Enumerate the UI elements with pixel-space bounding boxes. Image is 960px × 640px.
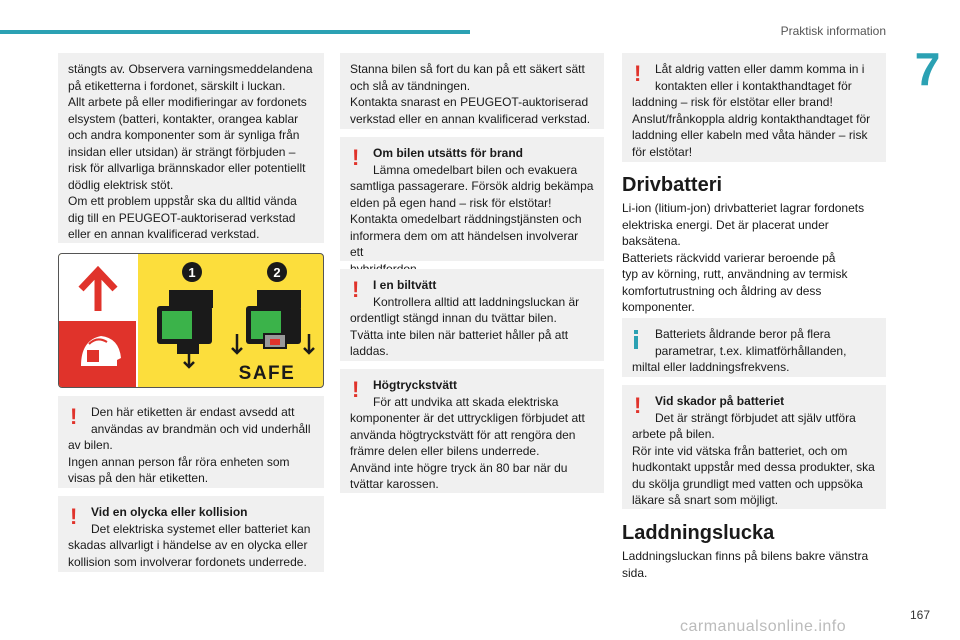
text-line: Lämna omedelbart bilen och evakuera xyxy=(373,162,578,177)
text-line: verkstad eller en annan kvalificerad verkstad. xyxy=(350,111,591,126)
safe-label-text: SAFE xyxy=(238,363,296,384)
text-line: Laddningsluckan finns på bilens bakre vänstra xyxy=(622,549,869,563)
text-line: Det elektriska systemet eller batteriet kan xyxy=(91,521,311,536)
intro-box xyxy=(58,53,324,243)
warning-icon: ! xyxy=(634,61,642,86)
text-line: Stanna bilen så fort du kan på ett säkert sätt xyxy=(350,62,585,76)
text-line: Batteriets åldrande beror på flera xyxy=(655,327,831,341)
warning-collision xyxy=(58,496,324,572)
warning-battery-damage xyxy=(622,385,886,509)
text-line: främre delen eller bilens underrede. xyxy=(350,444,540,458)
safety-label-graphic xyxy=(59,254,324,388)
info-battery-aging xyxy=(622,318,886,377)
text-line: risk för allvarliga brännskador eller potentiellt xyxy=(68,161,306,175)
text-line: elsystem (batteri, kontakter, orangea kablar xyxy=(68,111,299,126)
info-icon xyxy=(634,330,638,349)
text-line: kontakten eller i kontakthandtaget för xyxy=(655,78,852,93)
heading-laddningslucka: Laddningslucka xyxy=(622,522,775,544)
text-line: Kontakta omedelbart räddningstjänsten och xyxy=(350,212,582,226)
text-line: Använd inte högre tryck än 80 bar när du xyxy=(350,460,568,475)
connector-2-icon xyxy=(232,290,314,353)
section-title: Praktisk information xyxy=(780,24,886,38)
warning-icon: ! xyxy=(352,377,360,402)
text-line: skadas allvarligt i händelse av en olycka eller xyxy=(68,538,308,552)
text-line: komfortutrustning och åldring av dess xyxy=(622,283,822,298)
text-line: läkare så snart som möjligt. xyxy=(632,493,779,507)
text-line: laddning eller kabeln med våta händer – risk xyxy=(632,128,868,142)
text-line: kollision som involverar fordonets underrede. xyxy=(68,554,307,569)
laddningslucka-text xyxy=(622,548,892,581)
drivbatteri-text xyxy=(622,200,892,316)
watermark: carmanualsonline.info xyxy=(680,618,847,635)
text-line: Kontrollera alltid att laddningsluckan är xyxy=(373,294,580,309)
warning-water-dust xyxy=(622,53,886,162)
warning-icon: ! xyxy=(634,393,642,418)
text-line: Tvätta inte bilen när batteriet håller på att xyxy=(350,327,569,342)
warning-title: Om bilen utsätts för brand xyxy=(373,146,524,160)
firefighter-safety-label xyxy=(58,253,324,388)
text-line: Rör inte vid vätska från batteriet, och om xyxy=(632,443,848,458)
text-line: baksätena. xyxy=(622,234,681,248)
text-line: tvättar karossen. xyxy=(350,477,439,491)
text-line: parametrar, t.ex. klimatförhållanden, xyxy=(655,343,847,358)
warning-icon: ! xyxy=(352,145,360,170)
text-line: av bilen. xyxy=(68,438,113,452)
text-line: laddas. xyxy=(350,344,389,358)
text-line: elektriska energi. Det är placerat under xyxy=(622,217,829,232)
text-line: Om ett problem uppstår ska du alltid vända xyxy=(68,194,297,208)
text-line: på etiketterna i fordonet, särskilt i luckan. xyxy=(68,78,286,93)
text-line: komponenter är det uttryckligen förbjudet att xyxy=(350,411,585,425)
text-line: Li-ion (litium-jon) drivbatteriet lagrar fordonets xyxy=(622,201,865,215)
warning-icon: ! xyxy=(352,277,360,302)
stop-car-box xyxy=(340,53,604,129)
chapter-number: 7 xyxy=(914,43,941,95)
text-line: insidan eller utsidan) är strängt förbjuden – xyxy=(68,144,296,159)
badge-2 xyxy=(267,262,287,282)
text-line: samtliga passagerare. Försök aldrig bekämpa xyxy=(350,179,594,193)
text-line: eller en annan kvalificerad verkstad. xyxy=(68,227,260,241)
badge-1 xyxy=(182,262,202,282)
warning-car-wash xyxy=(340,269,604,361)
text-line: laddning – risk för elstötar eller brand! xyxy=(632,95,833,109)
text-line: Det är strängt förbjudet att själv utföra xyxy=(655,410,856,425)
badge-2-label: 2 xyxy=(273,265,281,280)
text-line: användas av brandmän och vid underhåll xyxy=(91,421,311,436)
warning-title: Högtryckstvätt xyxy=(373,378,458,392)
text-line: och slå av tändningen. xyxy=(350,78,471,93)
text-line: miltal eller laddningsfrekvens. xyxy=(632,360,790,374)
warning-title: Vid skador på batteriet xyxy=(655,394,785,408)
text-line: hudkontakt uppstår med dessa produkter, ska xyxy=(632,460,875,474)
text-line: Anslut/frånkoppla aldrig kontakthandtaget för xyxy=(632,111,871,126)
text-line: arbete på bilen. xyxy=(632,427,715,441)
text-line: stängts av. Observera varningsmeddelandena xyxy=(68,62,313,76)
text-line: elden på egen hand – risk för elstötar! xyxy=(350,195,552,210)
warning-icon: ! xyxy=(70,404,78,429)
text-line: komponenter. xyxy=(622,300,695,314)
warning-icon: ! xyxy=(70,504,78,529)
text-line: Batteriets räckvidd varierar beroende på xyxy=(622,250,836,265)
text-line: använda högtryckstvätt för att rengöra den xyxy=(350,427,576,442)
warning-fire xyxy=(340,137,604,261)
header-accent-bar xyxy=(0,30,470,34)
heading-drivbatteri: Drivbatteri xyxy=(622,174,723,196)
text-line: Den här etiketten är endast avsedd att xyxy=(91,405,295,419)
text-line: för elstötar! xyxy=(632,144,693,159)
text-line: Kontakta snarast en PEUGEOT-auktoriserad xyxy=(350,95,589,109)
text-line: Låt aldrig vatten eller damm komma in i xyxy=(655,62,865,76)
warning-title: Vid en olycka eller kollision xyxy=(91,505,248,519)
text-line: dödlig elektrisk stöt. xyxy=(68,177,174,192)
text-line: och andra komponenter som är synliga från xyxy=(68,128,300,142)
text-line: ordentligt stängd innan du tvättar bilen. xyxy=(350,311,557,325)
text-line: sida. xyxy=(622,565,648,580)
text-line: typ av körning, rutt, användning av termisk xyxy=(622,267,848,281)
warning-firefighter-label xyxy=(58,396,324,488)
text-line: visas på den här etiketten. xyxy=(68,471,209,485)
text-line: dig till en PEUGEOT-auktoriserad verkstad xyxy=(68,210,296,225)
warning-title: I en biltvätt xyxy=(373,278,437,292)
connector-1-icon xyxy=(157,290,213,367)
text-line: Ingen annan person får röra enheten som xyxy=(68,454,290,469)
badge-1-label: 1 xyxy=(188,265,196,280)
warning-pressure-wash xyxy=(340,369,604,493)
text-line: informera dem om att händelsen involverar ett xyxy=(350,228,579,259)
text-line: du skölja grundligt med vatten och uppsöka xyxy=(632,476,863,491)
text-line: För att undvika att skada elektriska xyxy=(373,394,559,409)
text-line: Allt arbete på eller modifieringar av fordonets xyxy=(68,95,307,109)
page-number: 167 xyxy=(909,608,930,622)
